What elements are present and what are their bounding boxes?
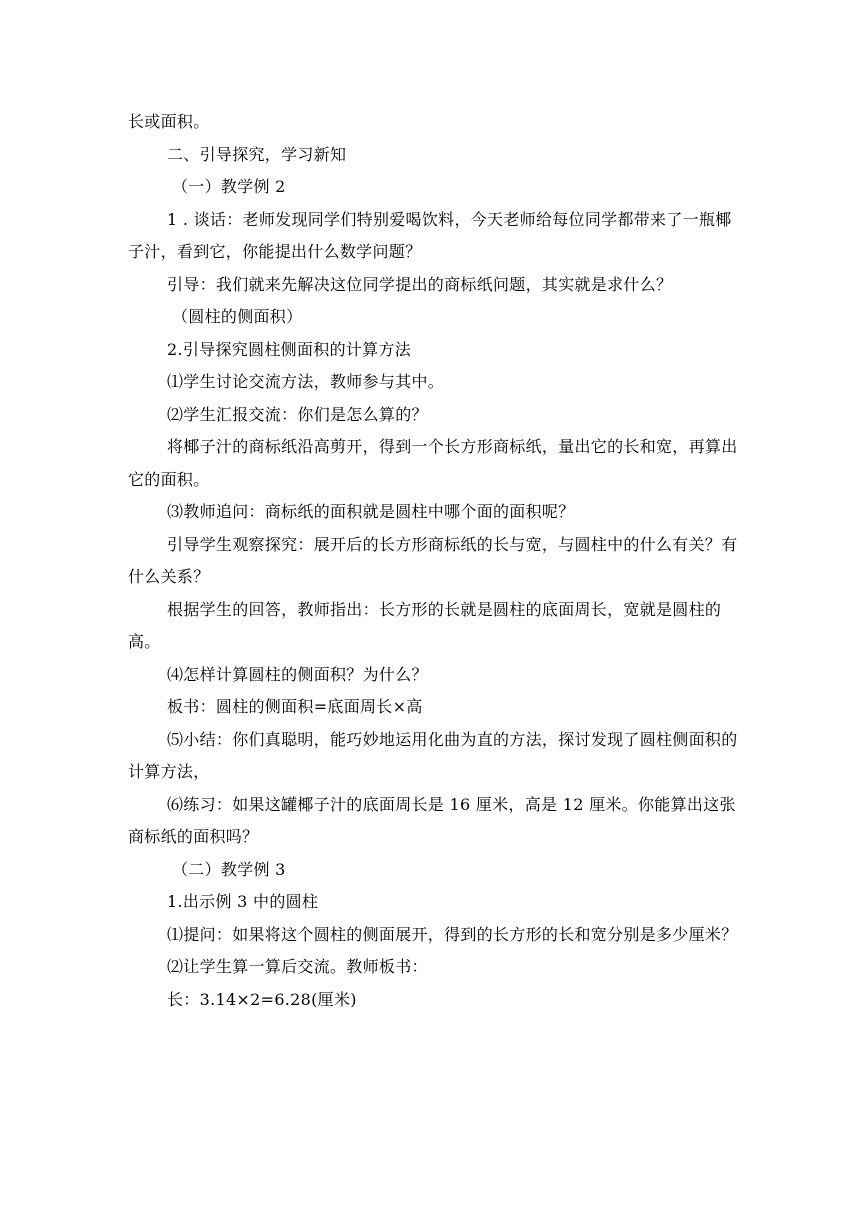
paragraph: 长或面积。 (128, 112, 210, 131)
paragraph: 2.引导探究圆柱侧面积的计算方法 (167, 339, 412, 359)
paragraph: 板书：圆柱的侧面积=底面周长×高 (167, 697, 423, 716)
paragraph: ⑴提问：如果将这个圆柱的侧面展开，得到的长方形的长和宽分别是多少厘米？ (167, 924, 738, 944)
paragraph: 1.出示例 3 中的圆柱 (167, 892, 319, 911)
paragraph: 根据学生的回答，教师指出：长方形的长就是圆柱的底面周长，宽就是圆柱的高。 (128, 599, 722, 651)
paragraph: 长：3.14×2=6.28(厘米) (167, 989, 357, 1009)
paragraph: ⑷怎样计算圆柱的侧面积？为什么？ (167, 664, 428, 684)
paragraph: ⑴学生讨论交流方法，教师参与其中。 (167, 372, 445, 391)
paragraph: ⑹练习：如果这罐椰子汁的底面周长是 16 厘米，高是 12 厘米。你能算出这张商标纸的面积吗？ (128, 794, 736, 846)
paragraph: 1 . 谈话：老师发现同学们特别爱喝饮料，今天老师给每位同学都带来了一瓶椰子汁，看到它，你能提出什么数学问题？ (128, 209, 732, 261)
paragraph: （圆柱的侧面积） (172, 307, 303, 326)
subsection-heading: （一）教学例 2 (172, 177, 286, 196)
paragraph: 引导：我们就来先解决这位同学提出的商标纸问题，其实就是求什么？ (167, 274, 673, 294)
section-heading: 二、引导探究，学习新知 (167, 144, 347, 164)
paragraph: ⑶教师追问：商标纸的面积就是圆柱中哪个面的面积呢？ (167, 502, 575, 521)
paragraph: 引导学生观察探究：展开后的长方形商标纸的长与宽，与圆柱中的什么有关？有什么关系？ (128, 534, 738, 586)
paragraph: 将椰子汁的商标纸沿高剪开，得到一个长方形商标纸，量出它的长和宽，再算出它的面积。 (128, 437, 738, 489)
subsection-heading: （二）教学例 3 (172, 859, 286, 879)
paragraph: ⑵让学生算一算后交流。教师板书： (167, 957, 428, 976)
paragraph: ⑵学生汇报交流：你们是怎么算的？ (167, 404, 428, 424)
paragraph: ⑸小结：你们真聪明，能巧妙地运用化曲为直的方法，探讨发现了圆柱侧面积的计算方法， (128, 729, 738, 781)
